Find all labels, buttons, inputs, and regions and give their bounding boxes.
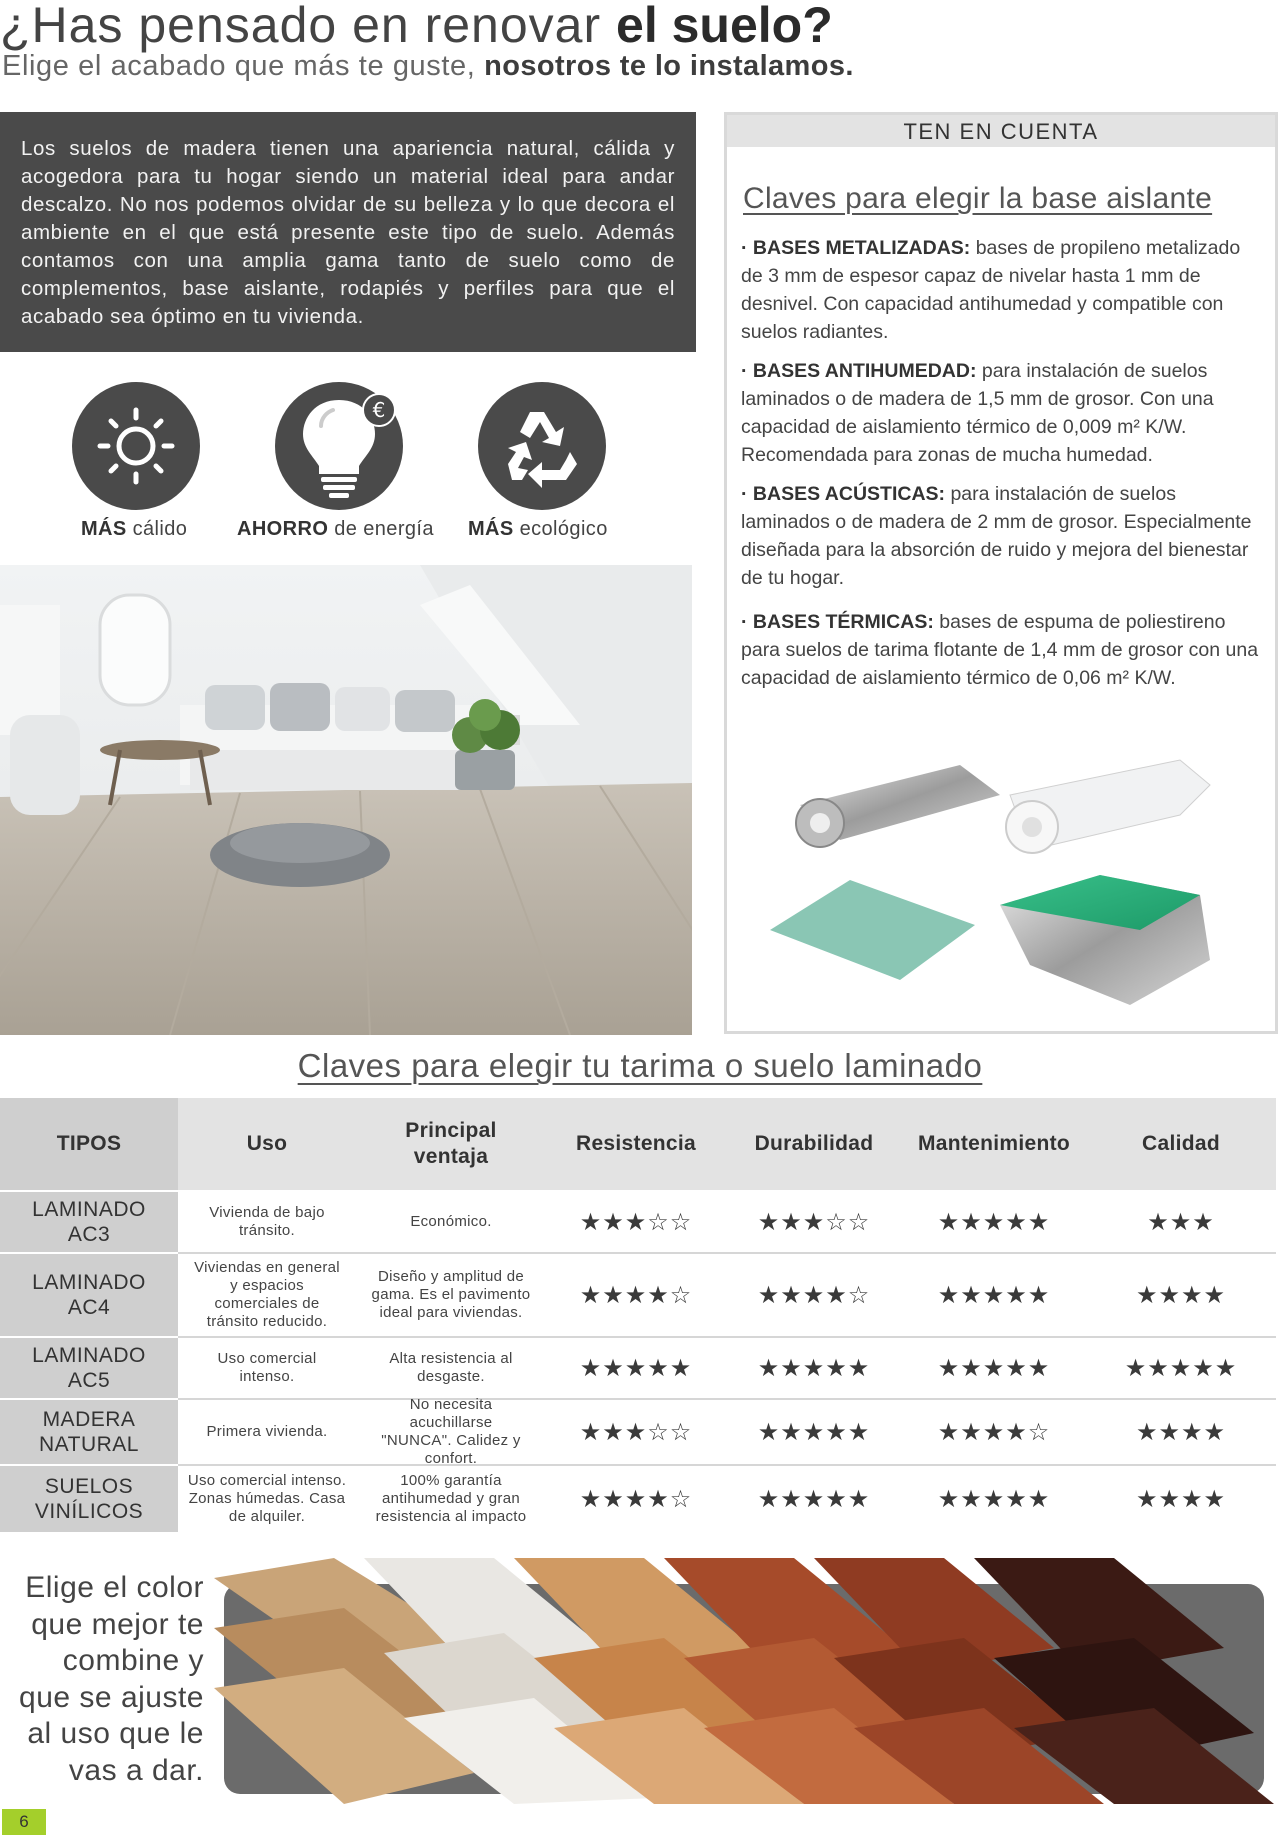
- rating-stars: ★★★★: [1135, 1281, 1227, 1309]
- th-resistencia: Resistencia: [575, 1132, 697, 1155]
- rating-stars: ★★★★★: [937, 1485, 1051, 1513]
- rating-stars: ★★★: [1147, 1208, 1215, 1236]
- benefit-label-eco: MÁS ecológico: [468, 518, 608, 540]
- tips-heading: TEN EN CUENTA: [903, 119, 1099, 144]
- tip-item-acusticas: · BASES ACÚSTICAS: para instalación de suelos laminados o de madera de 2 mm de grosor. Especialmente diseñada para la absorción de ruido y mejora del bienestar de tu hogar.: [741, 483, 1252, 589]
- subtitle-bold: nosotros te lo instalamos.: [484, 50, 854, 82]
- table-row-ac3-uso: Vivienda de bajo tránsito.: [209, 1204, 325, 1239]
- th-uso: Uso: [246, 1132, 288, 1155]
- table-row-ac3-ventaja: Económico.: [410, 1213, 492, 1230]
- table-title: Claves para elegir tu tarima o suelo laminado: [297, 1047, 983, 1084]
- subtitle-prefix: Elige el acabado que más te guste,: [2, 50, 485, 82]
- th-tipos: TIPOS: [56, 1132, 122, 1155]
- rating-stars: ★★★★★: [757, 1354, 871, 1382]
- table-row-vinilicos-ventaja: 100% garantía antihumedad y gran resistencia al impacto: [375, 1472, 527, 1525]
- page-title: [0, 0, 833, 54]
- benefit-label-warm: MÁS cálido: [81, 518, 188, 540]
- rating-stars: ★★★★☆: [579, 1485, 693, 1513]
- table-row-ac3-tipo: LAMINADO AC3: [32, 1198, 146, 1246]
- rating-stars: ★★★★: [1135, 1418, 1227, 1446]
- table-row-madera-ventaja: No necesita acuchillarse "NUNCA". Calidez y confort.: [381, 1396, 521, 1467]
- th-mantenimiento: Mantenimiento: [917, 1132, 1071, 1155]
- tip-item-antihumedad: · BASES ANTIHUMEDAD: para instalación de suelos laminados o de madera de 1,5 mm de grosor. Con una capacidad de aislamiento térmico de 0,009 m² K/W. Recomendada para zonas de mucha humedad.: [741, 360, 1214, 466]
- page-number: 6: [19, 1812, 29, 1831]
- title-bold: el suelo?: [616, 0, 833, 53]
- tip-item-termicas: · BASES TÉRMICAS: bases de espuma de poliestireno para suelos de tarima flotante de 1,4 mm de grosor con una capacidad de aislamiento térmico de 0,06 m² K/W.: [741, 611, 1259, 689]
- rating-stars: ★★★★★: [757, 1485, 871, 1513]
- svg-text:€: €: [372, 398, 386, 422]
- recycle-icon: [478, 382, 606, 510]
- rating-stars: ★★★★: [1135, 1485, 1227, 1513]
- th-ventaja: Principal ventaja: [405, 1119, 497, 1168]
- intro-text: Los suelos de madera tienen una apariencia natural, cálida y acogedora para tu hogar siendo un material ideal para andar descalzo. No nos podemos olvidar de su belleza y lo que decora el ambiente en el que está presente este tipo de suelo. Además contamos con una amplia gama tanto de suelo como de complementos, base aislante, rodapiés y perfiles para que el acabado sea óptimo en tu vivienda.: [21, 137, 675, 328]
- rating-stars: ★★★★☆: [579, 1281, 693, 1309]
- rating-stars: ★★★☆☆: [579, 1208, 693, 1236]
- table-row-ac4-uso: Viviendas en general y espacios comerciales de tránsito reducido.: [194, 1259, 340, 1330]
- th-durabilidad: Durabilidad: [754, 1132, 874, 1155]
- rating-stars: ★★★★★: [579, 1354, 693, 1382]
- wood-samples-image: [214, 1558, 1280, 1804]
- title-prefix: ¿Has pensado en renovar: [0, 0, 617, 53]
- table-row-ac5-uso: Uso comercial intenso.: [217, 1350, 317, 1385]
- rating-stars: ★★★★★: [1124, 1354, 1238, 1382]
- rating-stars: ★★★★☆: [937, 1418, 1051, 1446]
- table-row-ac4-tipo: LAMINADO AC4: [32, 1271, 146, 1319]
- rating-stars: ★★★★★: [937, 1208, 1051, 1236]
- rating-stars: ★★★★★: [937, 1281, 1051, 1309]
- table-row-madera-uso: Primera vivienda.: [206, 1423, 328, 1440]
- th-calidad: Calidad: [1142, 1132, 1220, 1155]
- page-subtitle: [2, 50, 854, 83]
- tips-title: Claves para elegir la base aislante: [743, 182, 1213, 215]
- table-row-ac5-ventaja: Alta resistencia al desgaste.: [389, 1350, 513, 1385]
- benefit-label-energy: AHORRO de energía: [237, 518, 434, 540]
- color-selection-text: Elige el color que mejor te combine y que se ajuste al uso que le vas a dar.: [19, 1571, 204, 1787]
- rating-stars: ★★★★☆: [757, 1281, 871, 1309]
- table-row-ac4-ventaja: Diseño y amplitud de gama. Es el pavimento ideal para viviendas.: [371, 1268, 531, 1321]
- living-room-photo: [0, 565, 692, 1035]
- rating-stars: ★★★☆☆: [579, 1418, 693, 1446]
- table-row-vinilicos-uso: Uso comercial intenso. Zonas húmedas. Casa de alquiler.: [187, 1472, 347, 1525]
- sun-icon: [72, 382, 200, 510]
- rating-stars: ★★★★★: [937, 1354, 1051, 1382]
- lightbulb-euro-icon: [275, 382, 403, 510]
- table-row-madera-tipo: MADERA NATURAL: [39, 1408, 139, 1456]
- rating-stars: ★★★☆☆: [757, 1208, 871, 1236]
- rating-stars: ★★★★★: [757, 1418, 871, 1446]
- underlay-rolls-image: [760, 755, 1260, 1010]
- table-row-ac5-tipo: LAMINADO AC5: [32, 1344, 146, 1392]
- table-row-vinilicos-tipo: SUELOS VINÍLICOS: [34, 1475, 144, 1523]
- tip-item-metalizadas: · BASES METALIZADAS: bases de propileno metalizado de 3 mm de espesor capaz de nivelar hasta 1 mm de desnivel. Con capacidad antihumedad y compatible con suelos radiantes.: [741, 237, 1241, 343]
